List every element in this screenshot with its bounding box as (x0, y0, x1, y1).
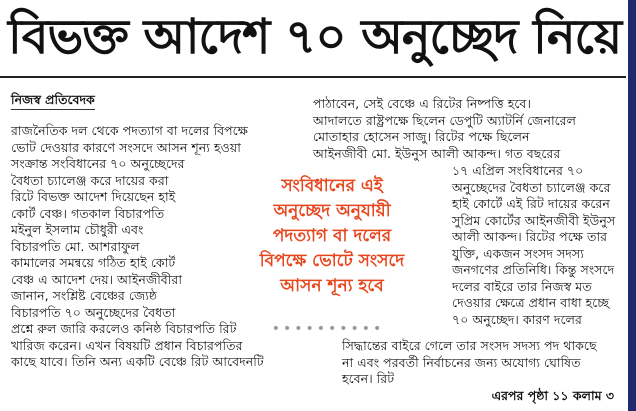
body-text-line: ১৭ এপ্রিল সংবিধানের ৭০ (452, 163, 584, 178)
body-text-line: সংক্রান্ত সংবিধানের ৭০ অনুচ্ছেদের (11, 156, 185, 171)
body-text-line: আদালতে রাষ্ট্রপক্ষে ছিলেন ডেপুটি অ্যাটর্নি জেনারেল (313, 112, 576, 128)
body-text-line: প্রশ্নে রুল জারি করলেও কনিষ্ঠ বিচারপতি রিট (11, 321, 237, 336)
body-text-line: বৈধতা চ্যালেঞ্জ করে দায়ের করা (11, 172, 169, 188)
right-column-top (313, 96, 618, 162)
body-text-line: খারিজ করেন। এখন বিষয়টি প্রধান বিচারপতির (11, 337, 243, 353)
pull-quote-separator: •••••••••• (271, 321, 385, 337)
body-text-line: রিটে বিভক্ত আদেশ দিয়েছেন হাই (11, 189, 176, 204)
pull-quote-line: সংবিধানের এই (281, 176, 383, 196)
byline: নিজস্ব প্রতিবেদক (11, 92, 95, 110)
page-edge-bar (628, 0, 636, 411)
body-text-line: কাছে যাবে। তিনি অন্য একটি বেঞ্চে রিট আবেদনটি (11, 354, 264, 369)
headline: বিভক্ত আদেশ ৭০ অনুচ্ছেদ নিয়ে (8, 9, 622, 65)
body-text-line: মইনুল ইসলাম চৌধুরী এবং (11, 222, 144, 237)
body-text-line: কামালের সমন্বয়ে গঠিত হাই কোর্ট (11, 255, 176, 270)
pull-quote-line: অনুচ্ছেদ অনুযায়ী (273, 201, 391, 221)
body-text-line: বিচারপতি ৭০ অনুচ্ছেদের বৈধতা (11, 304, 176, 320)
body-text-line: যুক্তি, একজন সংসদ সদস্য (452, 245, 584, 261)
body-text-line: সিদ্ধান্তের বাইরে গেলে তার সংসদ সদস্য পদ থাকছে (342, 338, 597, 353)
body-text-line: জানান, সংশ্লিষ্ট বেঞ্চের জ্যেষ্ঠ (11, 288, 158, 303)
pull-quote-line: বিপক্ষে ভোটে সংসদে (259, 251, 405, 271)
body-text-line: বিচারপতি মো. আশরাফুল (11, 238, 140, 254)
body-text-line: ৭০ অনুচ্ছেদ। কারণ দলের (452, 311, 582, 327)
body-text-line: পাঠাবেন, সেই বেঞ্চে এ রিটের নিষ্পত্তি হবে। (313, 96, 531, 111)
right-column-bottom (342, 338, 617, 388)
body-text-line: না এবং পরবর্তী নির্বাচনের জন্য অযোগ্য ঘোষিত (342, 354, 581, 370)
body-text-line: হবেন। রিট (342, 371, 395, 386)
right-column-mid (452, 163, 620, 328)
body-text-line: অনুচ্ছেদের বৈধতা চ্যালেঞ্জ করে (452, 179, 611, 195)
headline-rule (0, 76, 626, 78)
body-text-line: সুপ্রিম কোর্টের আইনজীবী ইউনুস (452, 212, 616, 228)
body-text-line: হাই কোর্টে এই রিট দায়ের করেন (452, 196, 610, 211)
continued-notice: এরপর পৃষ্ঠা ১১ কলাম ৩ (491, 388, 614, 403)
body-text-line: জনগণের প্রতিনিধি। কিন্তু সংসদে (452, 262, 615, 277)
body-text-line: কোর্ট বেঞ্চ। গতকাল বিচারপতি (11, 205, 165, 221)
pull-quote (214, 174, 450, 299)
body-text-line: আলী আকন্দ। রিটের পক্ষে তার (452, 229, 608, 244)
body-text-line: আইনজীবী মো. ইউনুস আলী আকন্দ। গত বছরের (313, 145, 561, 161)
body-text-line: দলের বাইরে তার নিজস্ব মত (452, 278, 592, 294)
body-text-line: ভোট দেওয়ার কারণে সংসদে আসন শূন্য হওয়া (11, 139, 241, 155)
body-text-line: মোতাহার হোসেন সাজু। রিটের পক্ষে ছিলেন (313, 129, 530, 144)
body-text-line: বেঞ্চ এ আদেশ দেয়। আইনজীবীরা (11, 271, 183, 287)
body-text-line: দেওয়ার ক্ষেত্রে প্রধান বাধা হচ্ছে (452, 295, 610, 310)
pull-quote-line: পদত্যাগ বা দলের (272, 226, 392, 246)
body-text-line: রাজনৈতিক দল থেকে পদত্যাগ বা দলের বিপক্ষে (11, 123, 248, 138)
pull-quote-line: আসন শূন্য হবে (280, 276, 384, 296)
